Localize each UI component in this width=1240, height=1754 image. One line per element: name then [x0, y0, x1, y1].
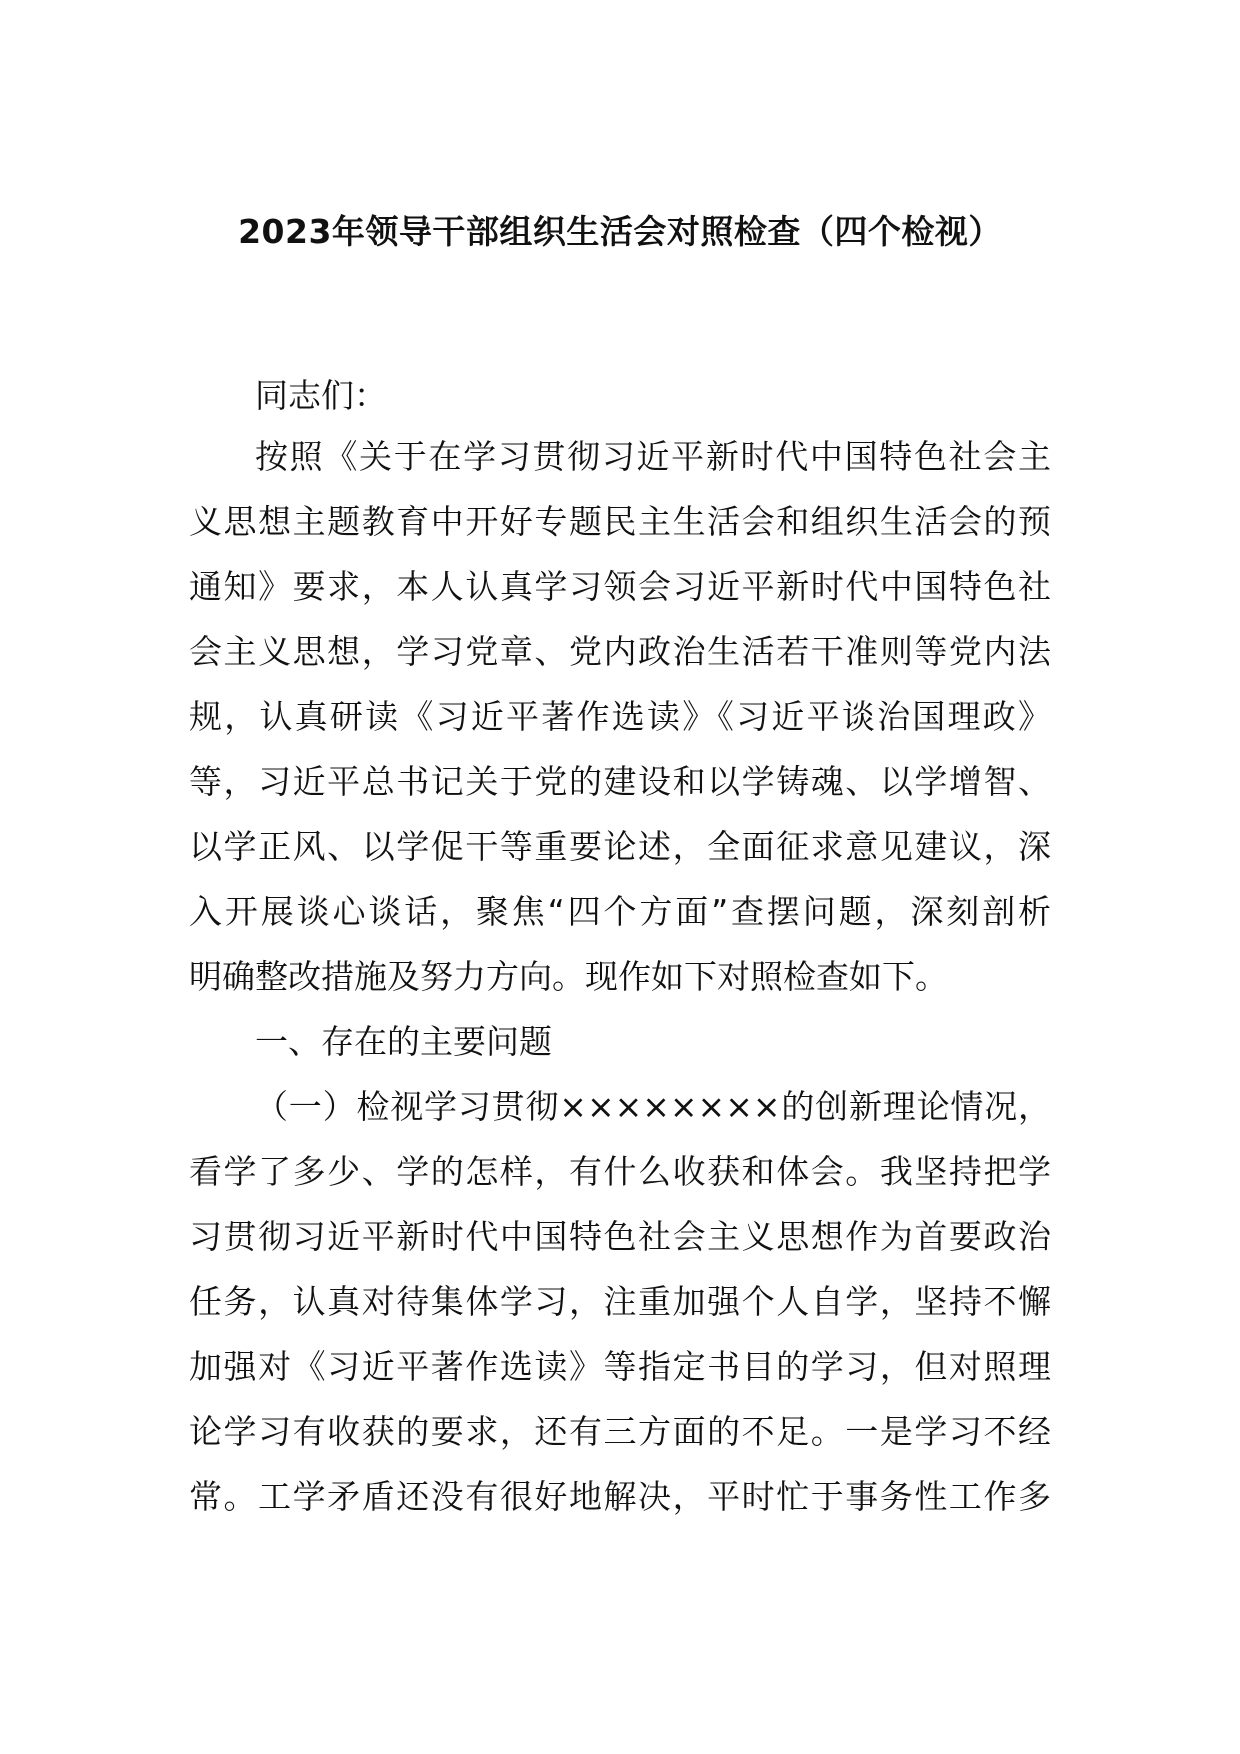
document-title: 2023年领导干部组织生活会对照检查（四个检视） — [238, 212, 1002, 251]
paragraph-line: 常。工学矛盾还没有很好地解决，平时忙于事务性工作多 — [189, 1477, 1051, 1516]
paragraph-line: 等，习近平总书记关于党的建设和以学铸魂、以学增智、 — [189, 762, 1051, 801]
salutation: 同志们： — [255, 376, 387, 415]
paragraph-line: 义思想主题教育中开好专题民主生活会和组织生活会的预 — [189, 502, 1051, 541]
section-heading: 一、存在的主要问题 — [255, 1022, 552, 1061]
paragraph-line: 以学正风、以学促干等重要论述，全面征求意见建议，深 — [189, 827, 1051, 866]
paragraph-line: 明确整改措施及努力方向。现作如下对照检查如下。 — [189, 957, 948, 996]
paragraph-line: 加强对《习近平著作选读》等指定书目的学习，但对照理 — [189, 1347, 1051, 1386]
paragraph-line: 习贯彻习近平新时代中国特色社会主义思想作为首要政治 — [189, 1217, 1051, 1256]
paragraph-line: 按照《关于在学习贯彻习近平新时代中国特色社会主 — [255, 437, 1051, 476]
paragraph-line: 任务，认真对待集体学习，注重加强个人自学，坚持不懈 — [189, 1282, 1051, 1321]
paragraph-line: 论学习有收获的要求，还有三方面的不足。一是学习不经 — [189, 1412, 1051, 1451]
paragraph-line: （一）检视学习贯彻××××××××的创新理论情况， — [255, 1087, 1051, 1126]
paragraph-line: 入开展谈心谈话，聚焦“四个方面”查摆问题，深刻剖析 — [189, 892, 1051, 931]
paragraph-line: 规，认真研读《习近平著作选读》《习近平谈治国理政》 — [189, 697, 1051, 736]
paragraph-line: 看学了多少、学的怎样，有什么收获和体会。我坚持把学 — [189, 1152, 1051, 1191]
paragraph-line: 会主义思想，学习党章、党内政治生活若干准则等党内法 — [189, 632, 1051, 671]
paragraph-line: 通知》要求，本人认真学习领会习近平新时代中国特色社 — [189, 567, 1051, 606]
